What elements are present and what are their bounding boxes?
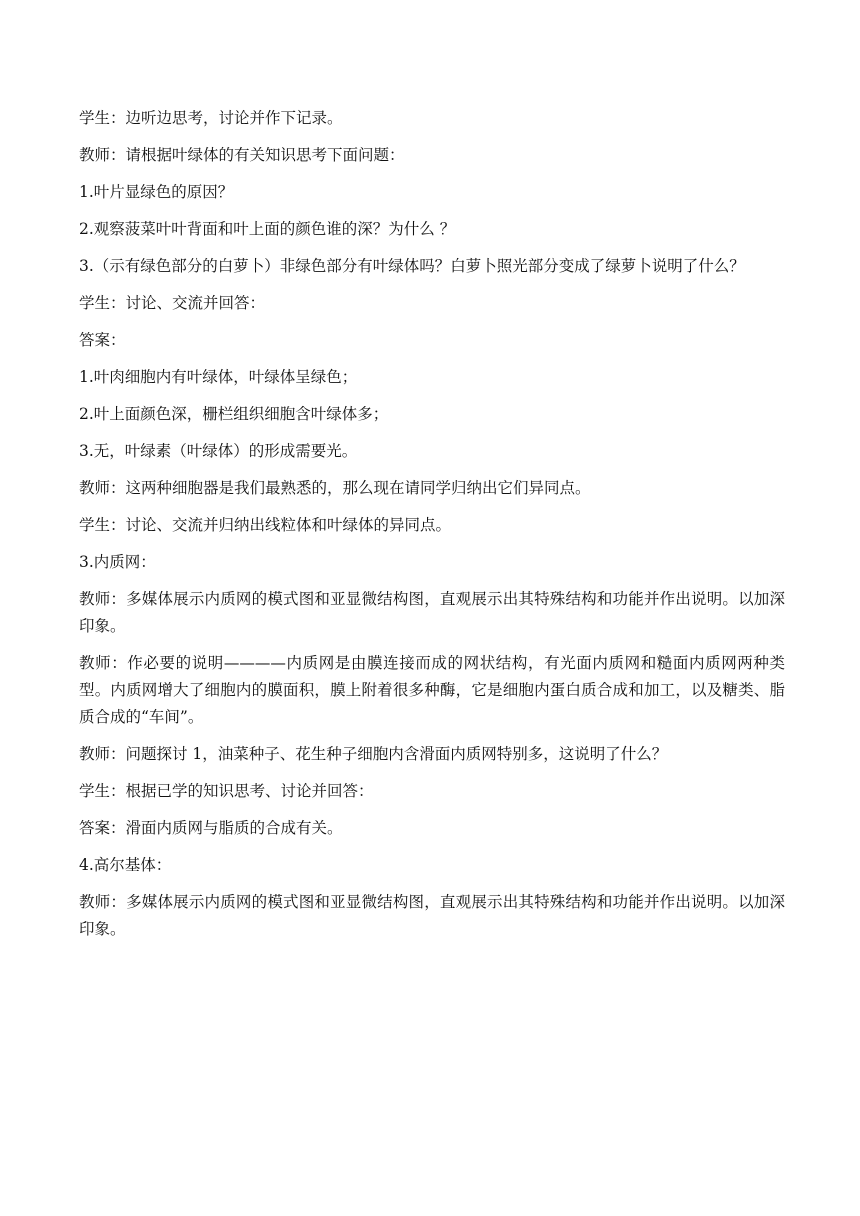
paragraph: 答案： (79, 331, 126, 349)
paragraph: 教师：作必要的说明————内质网是由膜连接而成的网状结构，有光面内质网和糙面内质网两种类型。内质网增大了细胞内的膜面积，膜上附着很多种酶，它是细胞内蛋白质合成和加工，以及糖类、脂质合成的“车间”。 (79, 654, 785, 726)
paragraph: 教师：多媒体展示内质网的模式图和亚显微结构图，直观展示出其特殊结构和功能并作出说明。以加深印象。 (79, 893, 785, 938)
paragraph: 学生：根据已学的知识思考、讨论并回答： (79, 782, 374, 800)
paragraph: 学生：讨论、交流并回答： (79, 294, 266, 312)
paragraph: 教师：多媒体展示内质网的模式图和亚显微结构图，直观展示出其特殊结构和功能并作出说明。以加深印象。 (79, 590, 785, 635)
paragraph: 教师：请根据叶绿体的有关知识思考下面问题： (79, 146, 405, 164)
paragraph: 3.（示有绿色部分的白萝卜）非绿色部分有叶绿体吗？白萝卜照光部分变成了绿萝卜说明了什么？ (79, 257, 745, 275)
paragraph: 3.内质网： (79, 553, 156, 571)
paragraph: 学生：边听边思考，讨论并作下记录。 (79, 109, 343, 127)
paragraph: 2.观察菠菜叶叶背面和叶上面的颜色谁的深？为什么 ？ (79, 220, 456, 238)
paragraph: 3.无，叶绿素（叶绿体）的形成需要光。 (79, 442, 358, 460)
paragraph: 学生：讨论、交流并归纳出线粒体和叶绿体的异同点。 (79, 516, 452, 534)
document-body (79, 105, 785, 953)
paragraph: 1.叶肉细胞内有叶绿体，叶绿体呈绿色； (79, 368, 358, 386)
paragraph: 1.叶片显绿色的原因？ (79, 183, 234, 201)
paragraph: 2.叶上面颜色深，栅栏组织细胞含叶绿体多； (79, 405, 389, 423)
paragraph: 教师：这两种细胞器是我们最熟悉的，那么现在请同学归纳出它们异同点。 (79, 479, 591, 497)
paragraph: 答案：滑面内质网与脂质的合成有关。 (79, 819, 343, 837)
paragraph: 教师：问题探讨 1，油菜种子、花生种子细胞内含滑面内质网特别多，这说明了什么？ (79, 745, 668, 763)
paragraph: 4.高尔基体： (79, 856, 172, 874)
